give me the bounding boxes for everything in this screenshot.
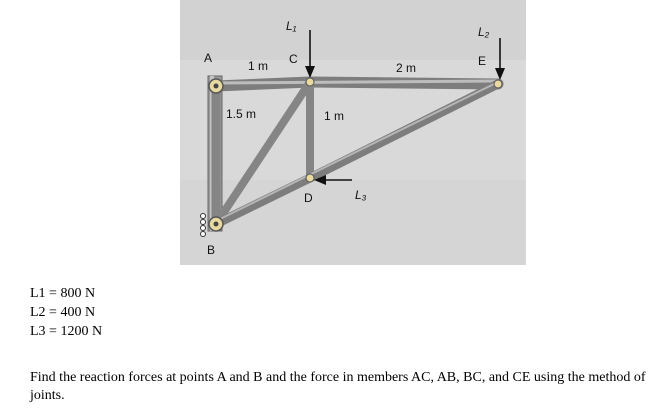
joint-b-center [214,222,219,227]
label-l3: L₃ [355,188,367,202]
figure-background-shade [180,0,526,60]
label-a: A [204,51,213,65]
label-d: D [304,191,313,205]
dim-ac: 1 m [248,59,269,73]
dim-ce: 2 m [396,61,417,75]
label-b: B [207,243,216,257]
given-l2: L2 = 400 N [30,305,96,320]
dim-cd: 1 m [324,109,345,123]
joint-e-pin [494,80,502,88]
joint-a-center [214,84,219,89]
given-l3: L3 = 1200 N [30,324,103,339]
label-l2: L₂ [478,25,490,39]
top-chord-highlight [216,81,498,83]
label-e: E [478,54,487,68]
dim-ab: 1.5 m [226,107,257,121]
given-l1: L1 = 800 N [30,286,96,301]
label-l1: L₁ [286,19,297,33]
joint-d-pin [306,174,314,182]
label-c: C [289,52,298,66]
problem-statement: Find the reaction forces at points A and B and the force in members AC, AB, BC, and CE using the method of joints. [30,370,646,403]
joint-c-pin [306,78,314,86]
truss-figure [180,0,526,265]
